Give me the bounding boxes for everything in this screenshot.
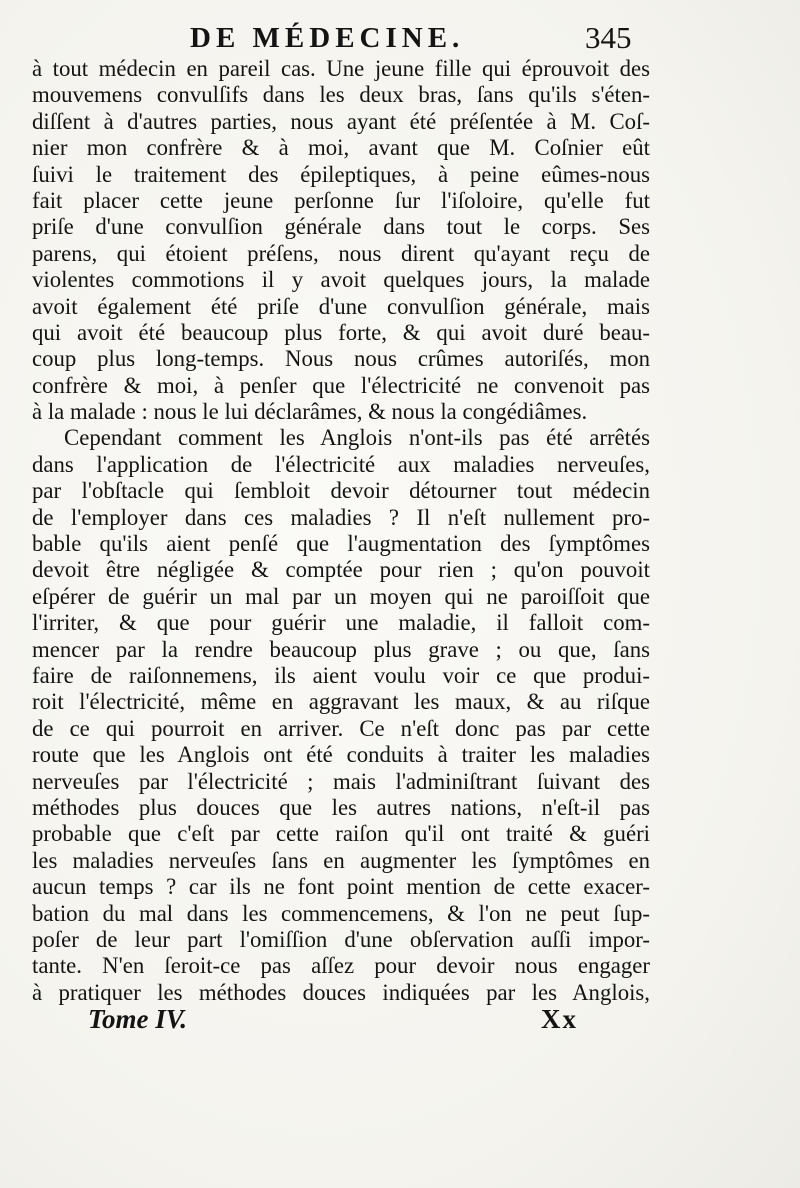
page-header bbox=[0, 20, 800, 60]
text-line: Cependant comment les Anglois n'ont-ils pas été arrêtés bbox=[64, 425, 650, 451]
text-line: à pratiquer les méthodes douces indiquées par les Anglois, bbox=[32, 979, 650, 1005]
text-line: de l'employer dans ces maladies ? Il n'eſt nullement pro- bbox=[32, 504, 650, 530]
text-line: bable qu'ils aient penſé que l'augmentation des ſymptômes bbox=[32, 531, 650, 557]
text-line: à tout médecin en pareil cas. Une jeune fille qui éprouvoit des bbox=[32, 56, 650, 81]
text-line: parens, qui étoient préſens, nous dirent qu'ayant reçu de bbox=[32, 240, 650, 266]
text-line: qui avoit été beaucoup plus forte, & qui avoit duré beau- bbox=[32, 319, 650, 345]
text-line: nerveuſes par l'électricité ; mais l'adminiſtrant ſuivant des bbox=[32, 768, 650, 794]
text-line: ſuivi le traitement des épileptiques, à peine eûmes-nous bbox=[32, 161, 650, 187]
text-line: eſpérer de guérir un mal par un moyen qui ne paroiſſoit que bbox=[32, 583, 650, 609]
text-line: les maladies nerveuſes ſans en augmenter les ſymptômes en bbox=[32, 847, 650, 873]
running-head: DE MÉDECINE. bbox=[190, 22, 465, 54]
text-line: faire de raiſonnemens, ils aient voulu voir ce que produi- bbox=[32, 662, 650, 688]
text-line: probable que c'eſt par cette raiſon qu'il ont traité & guéri bbox=[32, 821, 650, 847]
text-line: méthodes plus douces que les autres nations, n'eſt-il pas bbox=[32, 794, 650, 820]
text-line: roit l'électricité, même en aggravant les maux, & au riſque bbox=[32, 689, 650, 715]
page-number: 345 bbox=[585, 20, 632, 55]
text-line: dans l'application de l'électricité aux maladies nerveuſes, bbox=[32, 451, 650, 477]
text-line: mencer par la rendre beaucoup plus grave ; ou que, ſans bbox=[32, 636, 650, 662]
text-line: violentes commotions il y avoit quelques jours, la malade bbox=[32, 267, 650, 293]
text-line: confrère & moi, à penſer que l'électricité ne convenoit pas bbox=[32, 372, 650, 398]
text-line: diſſent à d'autres parties, nous ayant été préſentée à M. Coſ- bbox=[32, 108, 650, 134]
text-line: route que les Anglois ont été conduits à traiter les maladies bbox=[32, 742, 650, 768]
text-line: aucun temps ? car ils ne font point mention de cette exacer- bbox=[32, 874, 650, 900]
text-line: devoit être négligée & comptée pour rien ; qu'on pouvoit bbox=[32, 557, 650, 583]
text-line: bation du mal dans les commencemens, & l'on ne peut ſup- bbox=[32, 900, 650, 926]
text-line: à la malade : nous le lui déclarâmes, & nous la congédiâmes. bbox=[32, 399, 588, 425]
text-line: nier mon confrère & à moi, avant que M. Coſnier eût bbox=[32, 135, 650, 161]
text-line: mouvemens convulſifs dans les deux bras, ſans qu'ils s'éten- bbox=[32, 82, 650, 108]
text-line: de ce qui pourroit en arriver. Ce n'eſt donc pas par cette bbox=[32, 715, 650, 741]
text-line: priſe d'une convulſion générale dans tout le corps. Ses bbox=[32, 214, 650, 240]
text-line: coup plus long-temps. Nous nous crûmes autoriſés, mon bbox=[32, 346, 650, 372]
text-line: poſer de leur part l'omiſſion d'une obſervation auſſi impor- bbox=[32, 926, 650, 952]
text-line: par l'obſtacle qui ſembloit devoir détourner tout médecin bbox=[32, 478, 650, 504]
body-text bbox=[32, 56, 650, 1006]
page-footer bbox=[0, 1004, 800, 1040]
signature-mark: Xx bbox=[541, 1004, 578, 1034]
text-line: tante. N'en ſeroit-ce pas aſſez pour devoir nous engager bbox=[32, 953, 650, 979]
volume-label: Tome IV. bbox=[88, 1004, 188, 1034]
text-line: avoit également été priſe d'une convulſion générale, mais bbox=[32, 293, 650, 319]
text-line: l'irriter, & que pour guérir une maladie, il falloit com- bbox=[32, 610, 650, 636]
text-line: fait placer cette jeune perſonne ſur l'iſoloire, qu'elle fut bbox=[32, 187, 650, 213]
